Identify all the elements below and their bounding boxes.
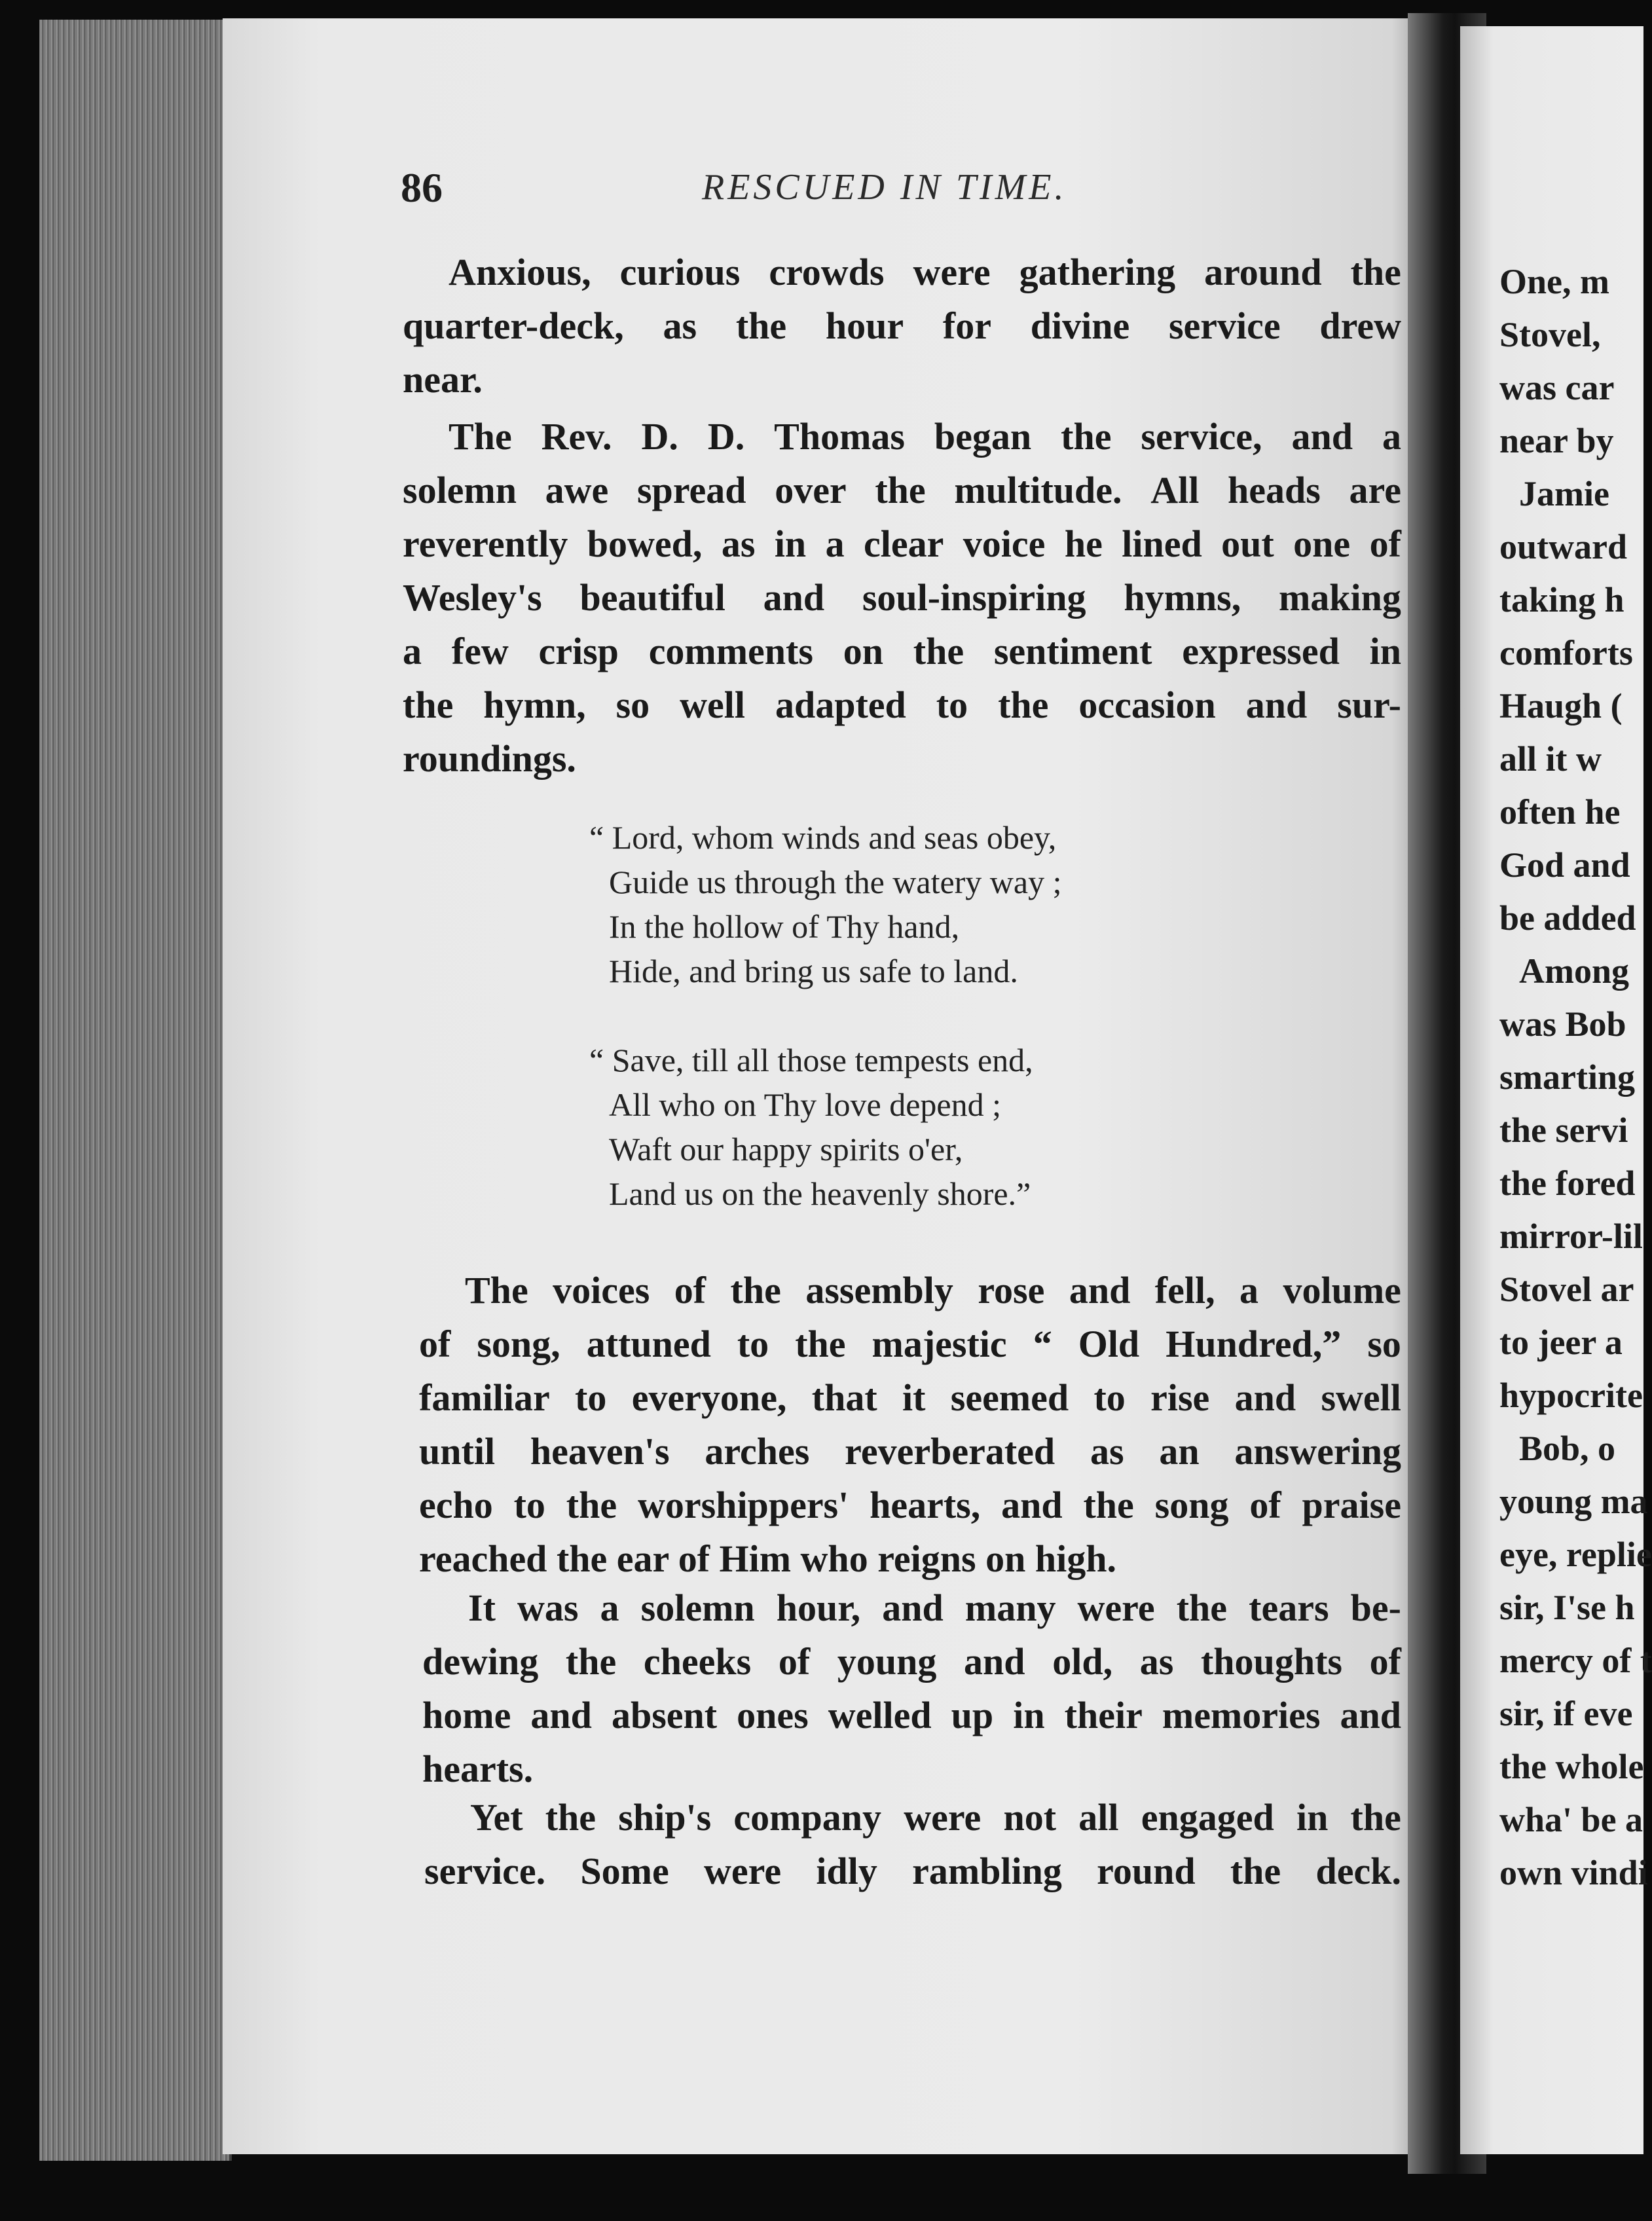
verse-line: “ Lord, whom winds and seas obey,	[589, 819, 1057, 856]
text-line: Anxious, curious crowds were gathering around the	[449, 251, 1401, 293]
text-line: familiar to everyone, that it seemed to rise and swell	[419, 1376, 1401, 1419]
running-head	[401, 164, 1409, 216]
facing-page-line: to jeer a	[1499, 1323, 1623, 1362]
verse-line: In the hollow of Thy hand,	[609, 908, 960, 945]
facing-page-line: Stovel,	[1499, 315, 1601, 354]
facing-page-line: Among	[1519, 951, 1630, 991]
text-line: of song, attuned to the majestic “ Old Hundred,” so	[419, 1323, 1401, 1365]
facing-page-line: was car	[1499, 368, 1615, 407]
verse-line: All who on Thy love depend ;	[609, 1086, 1001, 1123]
facing-page-text	[1499, 255, 1652, 1900]
facing-page-line: hypocrite	[1499, 1376, 1643, 1415]
book-page-edges	[39, 20, 232, 2161]
facing-page-line: taking h	[1499, 580, 1624, 619]
text-line: reverently bowed, as in a clear voice he lined out one of	[403, 523, 1401, 565]
text-line: echo to the worshippers' hearts, and the song of praise	[419, 1484, 1401, 1526]
facing-page-line: near by	[1499, 421, 1614, 460]
text-line: service. Some were idly rambling round the deck.	[424, 1850, 1401, 1892]
facing-page-line: eye, replie	[1499, 1535, 1652, 1574]
text-line: the hymn, so well adapted to the occasion and sur-	[403, 684, 1401, 726]
facing-page-line: One, m	[1499, 262, 1609, 301]
facing-page-line: sir, if eve	[1499, 1694, 1633, 1733]
facing-page-line: comforts	[1499, 633, 1633, 672]
facing-page-line: Bob, o	[1519, 1429, 1616, 1468]
facing-page-line: be added	[1499, 898, 1636, 938]
facing-page-line: the whole	[1499, 1747, 1644, 1786]
facing-page-line: Stovel ar	[1499, 1270, 1634, 1309]
paragraph-4	[422, 1581, 1401, 1796]
facing-page-line: often he	[1499, 792, 1621, 832]
facing-page-line: mercy of t	[1499, 1641, 1652, 1680]
running-title: RESCUED IN TIME.	[702, 167, 1067, 208]
hymn-stanza-2	[589, 1038, 1244, 1216]
verse-line: Waft our happy spirits o'er,	[609, 1131, 963, 1167]
paragraph-1	[403, 246, 1401, 407]
facing-page-line: was Bob	[1499, 1004, 1626, 1044]
facing-page-line: God and	[1499, 845, 1630, 885]
text-line: hearts.	[422, 1748, 534, 1790]
text-line: The Rev. D. D. Thomas began the service, and a	[449, 415, 1401, 458]
facing-page-line: smarting	[1499, 1057, 1635, 1097]
verse-line: “ Save, till all those tempests end,	[589, 1042, 1033, 1078]
paragraph-5	[424, 1791, 1401, 1898]
page-number: 86	[401, 164, 443, 211]
facing-page-line: young ma	[1499, 1482, 1648, 1521]
text-line: dewing the cheeks of young and old, as thoughts of	[422, 1640, 1401, 1683]
facing-page-line: sir, I'se h	[1499, 1588, 1635, 1627]
facing-page-line: Haugh (	[1499, 686, 1623, 725]
facing-page-line: own vindi	[1499, 1853, 1648, 1892]
facing-page-line: Jamie	[1519, 474, 1609, 513]
text-line: Yet the ship's company were not all engaged in the	[470, 1796, 1401, 1839]
verse-line: Guide us through the watery way ;	[609, 864, 1062, 900]
facing-page-line: the fored	[1499, 1164, 1636, 1203]
facing-page-line: the servi	[1499, 1110, 1628, 1150]
text-line: Wesley's beautiful and soul-inspiring hymns, making	[403, 576, 1401, 619]
text-line: quarter-deck, as the hour for divine service drew	[403, 304, 1401, 347]
text-line: until heaven's arches reverberated as an answering	[419, 1430, 1401, 1473]
facing-page-line: mirror-lil	[1499, 1217, 1643, 1256]
facing-page-line: wha' be a	[1499, 1800, 1643, 1839]
text-line: home and absent ones welled up in their memories and	[422, 1694, 1401, 1736]
text-line: The voices of the assembly rose and fell, a volume	[465, 1269, 1401, 1312]
text-line: roundings.	[403, 737, 576, 780]
text-line: solemn awe spread over the multitude. All heads are	[403, 469, 1401, 511]
paragraph-2	[403, 410, 1401, 786]
facing-page-line: outward	[1499, 527, 1628, 566]
facing-page-line: all it w	[1499, 739, 1602, 779]
verse-line: Hide, and bring us safe to land.	[609, 953, 1018, 989]
paragraph-3	[419, 1264, 1401, 1586]
text-line: a few crisp comments on the sentiment expressed in	[403, 630, 1401, 672]
verse-line: Land us on the heavenly shore.”	[609, 1175, 1031, 1212]
text-line: It was a solemn hour, and many were the tears be-	[468, 1587, 1401, 1629]
text-line: near.	[403, 358, 483, 401]
text-line: reached the ear of Him who reigns on high.	[419, 1537, 1116, 1580]
hymn-stanza-1	[589, 815, 1244, 993]
